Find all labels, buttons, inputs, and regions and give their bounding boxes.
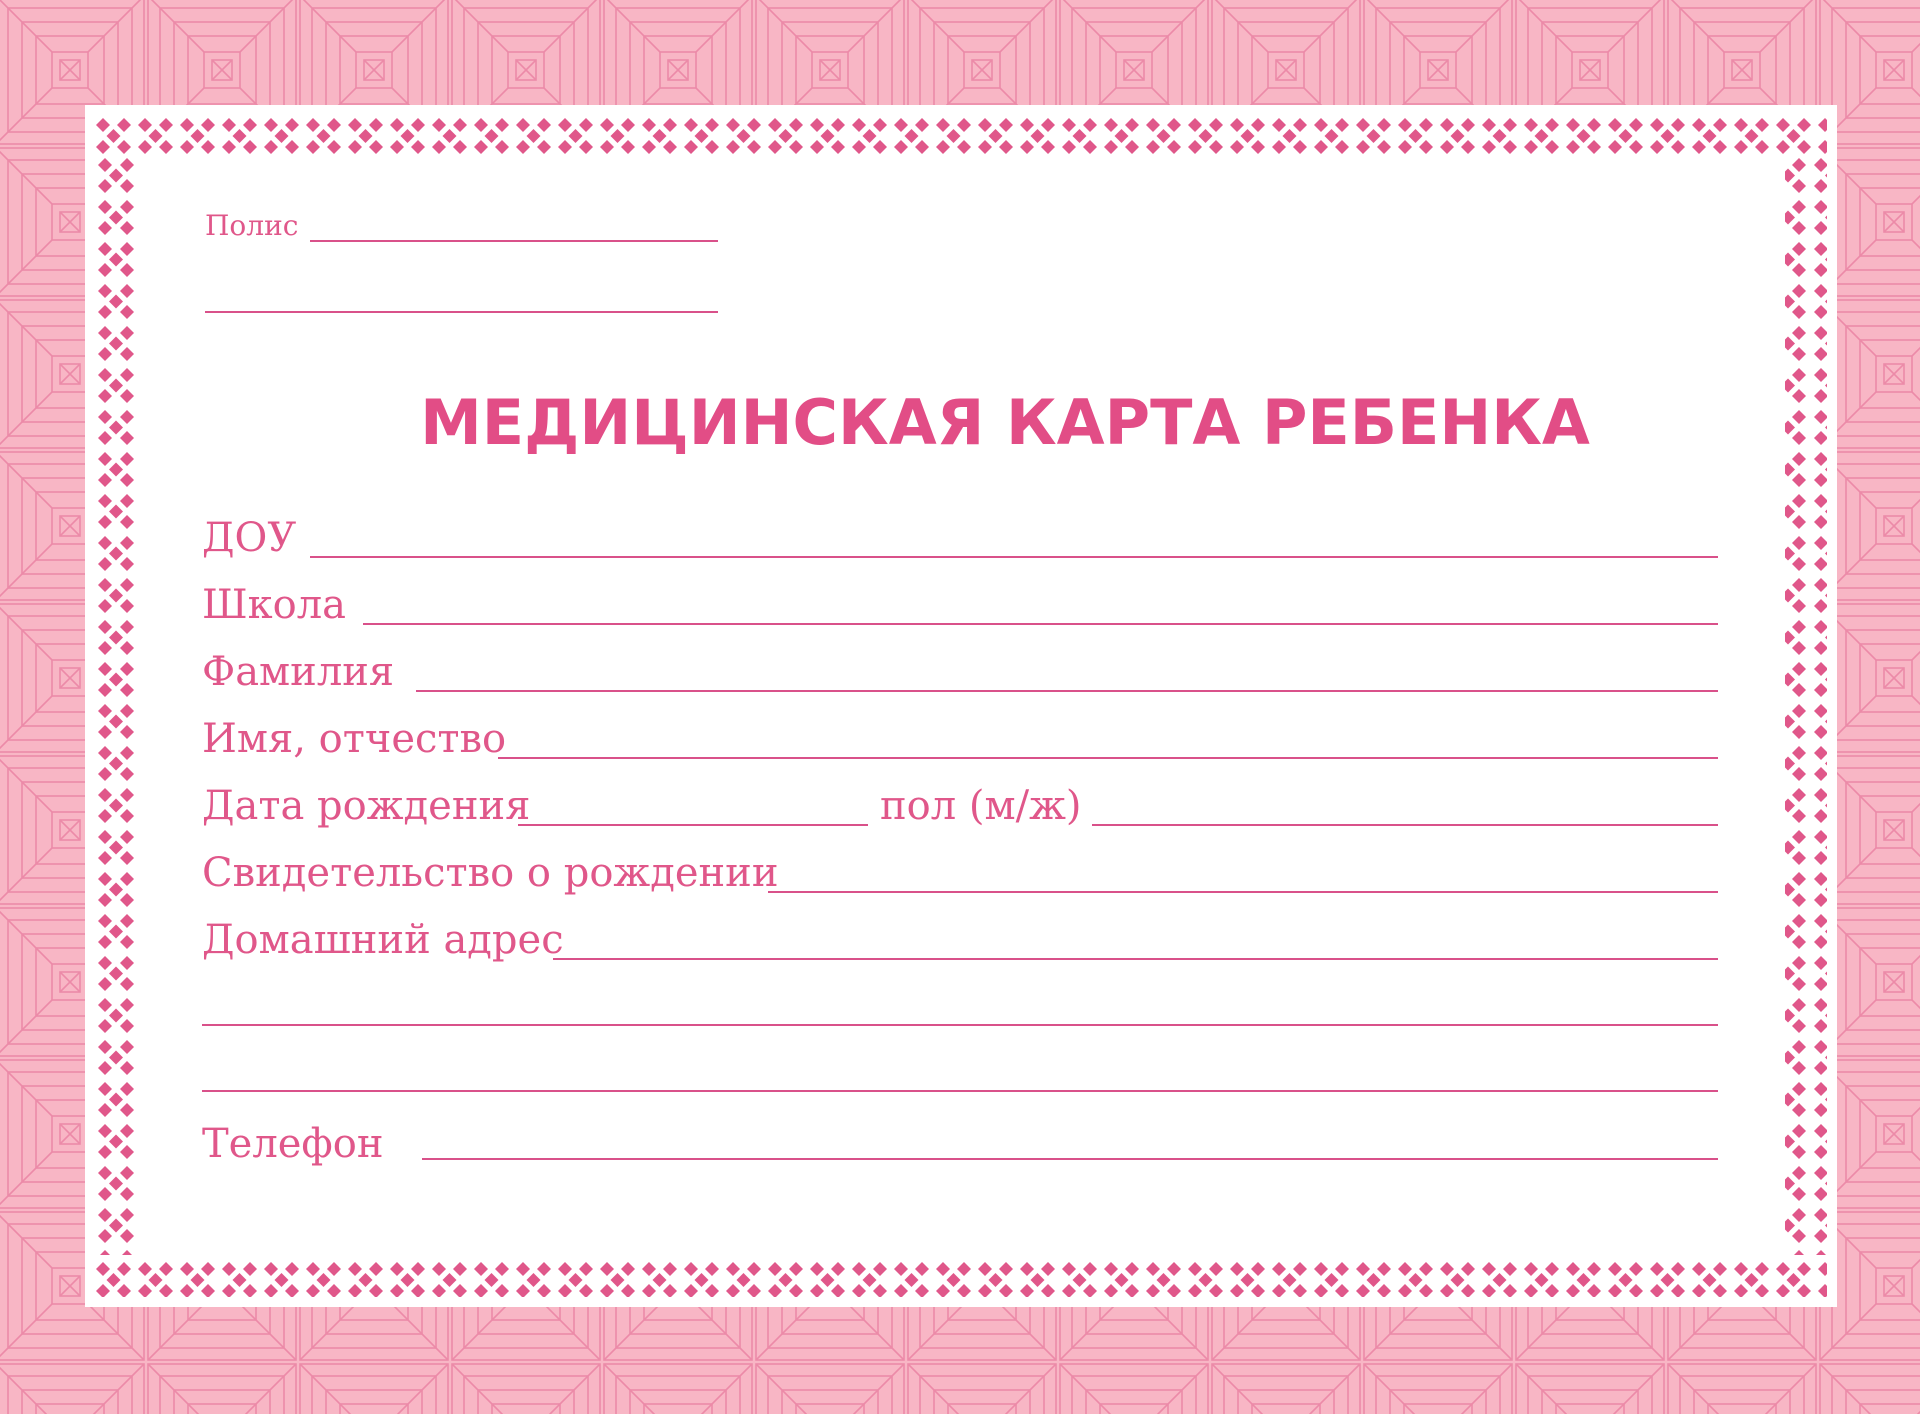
field-line-address[interactable] bbox=[553, 958, 1718, 960]
field-label-phone: Телефон bbox=[202, 1121, 384, 1167]
policy-label: Полис bbox=[205, 209, 299, 242]
field-line-sex[interactable] bbox=[1092, 824, 1718, 826]
field-label-school: Школа bbox=[202, 582, 346, 628]
policy-second-line[interactable] bbox=[205, 311, 718, 313]
field-line-name[interactable] bbox=[498, 757, 1718, 759]
field-label-surname: Фамилия bbox=[202, 649, 395, 695]
field-line-school[interactable] bbox=[363, 623, 1718, 625]
field-label-sex: пол (м/ж) bbox=[880, 783, 1082, 829]
policy-line[interactable] bbox=[310, 240, 718, 242]
field-line-surname[interactable] bbox=[416, 690, 1718, 692]
field-line-phone[interactable] bbox=[422, 1158, 1718, 1160]
field-label-dou: ДОУ bbox=[202, 515, 297, 561]
field-label-birth-date: Дата рождения bbox=[202, 783, 531, 829]
field-line-address-3[interactable] bbox=[202, 1090, 1718, 1092]
page-title: МЕДИЦИНСКАЯ КАРТА РЕБЕНКА bbox=[420, 386, 1590, 459]
field-line-address-2[interactable] bbox=[202, 1024, 1718, 1026]
field-line-certificate[interactable] bbox=[768, 891, 1718, 893]
field-label-name: Имя, отчество bbox=[202, 716, 507, 762]
field-label-address: Домашний адрес bbox=[202, 917, 564, 963]
field-line-birth-date[interactable] bbox=[518, 824, 868, 826]
field-line-dou[interactable] bbox=[310, 556, 1718, 558]
field-label-certificate: Свидетельство о рождении bbox=[202, 850, 779, 896]
